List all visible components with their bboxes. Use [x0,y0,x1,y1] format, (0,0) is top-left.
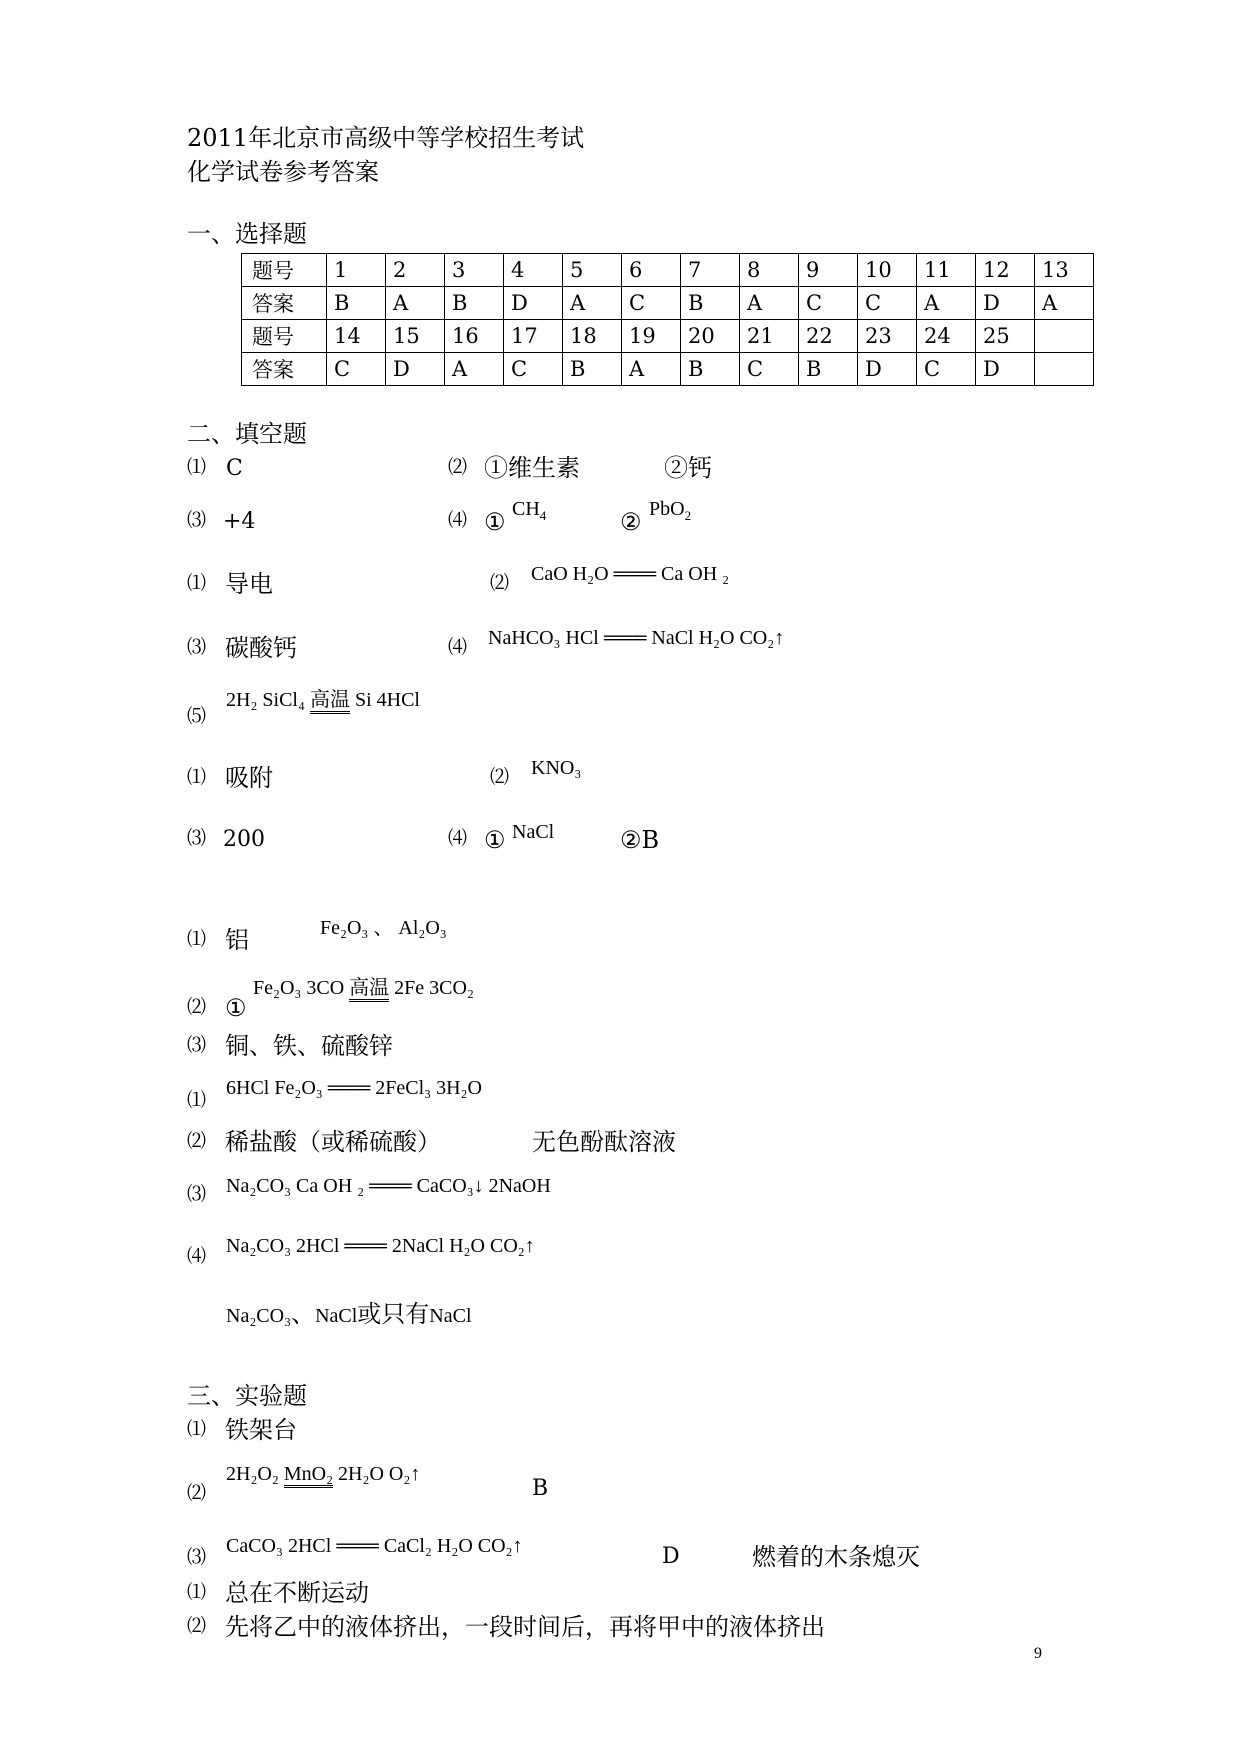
item-label: ⑵ [187,996,207,1018]
chem-equation: 2H₂O₂ MnO₂ 2H₂O O₂↑ [226,1464,420,1488]
table-cell: C [327,353,386,386]
section-experiment-heading: 三、实验题 [187,1382,307,1410]
item-label: ⑶ [187,1034,207,1056]
table-cell: C [858,287,917,320]
table-cell: 15 [386,320,445,353]
table-cell: B [681,353,740,386]
reaction-condition: 高温 [310,690,350,714]
table-cell: 2 [386,254,445,287]
table-cell: A [563,287,622,320]
table-cell: 8 [740,254,799,287]
item-label: ⑴ [187,572,207,594]
answer-text: D [662,1544,680,1569]
table-cell: B [681,287,740,320]
table-cell: 22 [799,320,858,353]
table-cell: A [740,287,799,320]
answer-text: 燃着的木条熄灭 [752,1543,920,1571]
section-fill-heading: 二、填空题 [187,420,307,448]
item-label: ⑴ [187,456,207,478]
chem-equation: NaHCO₃ HCl ═══ NaCl H₂O CO₂↑ [488,627,785,649]
table-cell: C [504,353,563,386]
exam-title: 2011年北京市高级中等学校招生考试 [187,124,585,152]
item-label: ⑴ [187,928,207,950]
answer-text: 铜、铁、硫酸锌 [225,1032,393,1060]
item-label: ⑵ [490,572,510,594]
item-label: ⑶ [187,509,207,531]
table-cell: 16 [445,320,504,353]
table-cell: 3 [445,254,504,287]
table-row [242,353,1094,386]
exam-subtitle: 化学试卷参考答案 [187,158,379,186]
section-choice-heading: 一、选择题 [187,220,307,248]
table-cell: A [386,287,445,320]
table-cell: 6 [622,254,681,287]
answer-text: 吸附 [225,764,273,792]
item-label: ⑵ [187,1482,207,1504]
reaction-condition: MnO₂ [284,1464,333,1488]
chem-formula: Fe₂O₃ 、 Al₂O₃ [320,917,447,939]
table-cell: 4 [504,254,563,287]
table-cell: D [386,353,445,386]
table-cell: A [622,353,681,386]
item-label: ⑸ [187,705,207,727]
answer-table [241,253,1094,386]
table-cell: 11 [917,254,976,287]
table-row [242,320,1094,353]
item-label: ⑵ [490,766,510,788]
row-header-cell: 答案 [242,287,327,320]
table-cell: 24 [917,320,976,353]
row-header-cell: 题号 [242,254,327,287]
table-cell: B [563,353,622,386]
table-cell: C [740,353,799,386]
item-label: ⑵ [448,456,468,478]
answer-text: 稀盐酸（或稀硫酸） [225,1128,441,1156]
chem-formula: $CH_4$ [512,498,547,523]
table-cell: 12 [976,254,1035,287]
table-cell: 23 [858,320,917,353]
item-label: ⑷ [448,827,468,849]
table-cell: 14 [327,320,386,353]
table-cell: B [799,353,858,386]
table-cell: 13 [1035,254,1094,287]
chem-equation: CaO H₂O ═══ Ca OH ₂ [531,563,730,585]
circle-mark: ① [484,508,506,536]
item-label: ⑵ [187,1130,207,1152]
item-label: ⑵ [187,1615,207,1637]
reaction-condition: 高温 [349,978,389,1002]
table-cell [1035,353,1094,386]
answer-text: 200 [223,827,265,852]
table-cell: 19 [622,320,681,353]
table-cell: D [976,287,1035,320]
answer-text: 铁架台 [225,1416,297,1444]
table-cell: 21 [740,320,799,353]
chem-formula: PbO$_2$ [649,498,692,523]
table-cell: A [1035,287,1094,320]
table-row [242,287,1094,320]
answer-text: ②钙 [664,454,712,482]
page-number: 9 [1034,1645,1042,1662]
table-cell: 9 [799,254,858,287]
table-cell: D [976,353,1035,386]
item-label: ⑴ [187,1089,207,1111]
item-label: ⑴ [187,1418,207,1440]
table-cell: D [858,353,917,386]
answer-text: B [532,1476,549,1501]
row-header-cell: 题号 [242,320,327,353]
table-cell: 17 [504,320,563,353]
chem-formula: KNO₃ [531,757,582,779]
table-cell: A [917,287,976,320]
answer-text: 导电 [225,570,273,598]
chem-formula: NaCl [512,821,555,843]
circle-mark: ② [620,508,642,536]
item-label: ⑴ [187,1581,207,1603]
chem-equation: Fe₂O₃ 3CO 高温 2Fe 3CO₂ [253,978,474,1002]
table-cell: 5 [563,254,622,287]
item-label: ⑷ [448,636,468,658]
table-cell [1035,320,1094,353]
row-header-cell: 答案 [242,353,327,386]
table-cell: B [445,287,504,320]
table-cell: 18 [563,320,622,353]
item-label: ⑶ [187,1183,207,1205]
table-cell: A [445,353,504,386]
answer-text: 先将乙中的液体挤出，一段时间后，再将甲中的液体挤出 [225,1613,825,1641]
item-label: ⑶ [187,636,207,658]
circle-mark: ① [225,994,247,1022]
answer-text: ①维生素 [484,454,580,482]
table-cell: 20 [681,320,740,353]
table-cell: 1 [327,254,386,287]
item-label: ⑶ [187,1546,207,1568]
answer-text: C [226,456,243,481]
table-cell: B [327,287,386,320]
answer-text: 总在不断运动 [225,1579,369,1607]
item-label: ⑷ [187,1245,207,1267]
answer-line: Na₂CO₃、NaCl或只有NaCl [226,1300,472,1328]
answer-text: +4 [223,509,256,534]
chem-equation: 6HCl Fe₂O₃ ═══ 2FeCl₃ 3H₂O [226,1077,482,1099]
answer-text: ②B [620,826,660,854]
chem-equation: 2H₂ SiCl₄ 高温 Si 4HCl [226,690,420,714]
table-cell: C [917,353,976,386]
chem-equation: Na₂CO₃ Ca OH ₂ ═══ CaCO₃↓ 2NaOH [226,1175,551,1197]
table-cell: C [799,287,858,320]
table-cell: D [504,287,563,320]
table-cell: 7 [681,254,740,287]
chem-equation: CaCO₃ 2HCl ═══ CaCl₂ H₂O CO₂↑ [226,1535,523,1557]
table-cell: 25 [976,320,1035,353]
table-cell: C [622,287,681,320]
answer-text: 无色酚酞溶液 [532,1128,676,1156]
item-label: ⑴ [187,766,207,788]
answer-text: 铝 [225,926,249,954]
chem-equation: Na₂CO₃ 2HCl ═══ 2NaCl H₂O CO₂↑ [226,1235,535,1257]
table-cell: 10 [858,254,917,287]
answer-text: 碳酸钙 [225,634,297,662]
circle-mark: ① [484,826,506,854]
table-row [242,254,1094,287]
item-label: ⑷ [448,509,468,531]
item-label: ⑶ [187,827,207,849]
